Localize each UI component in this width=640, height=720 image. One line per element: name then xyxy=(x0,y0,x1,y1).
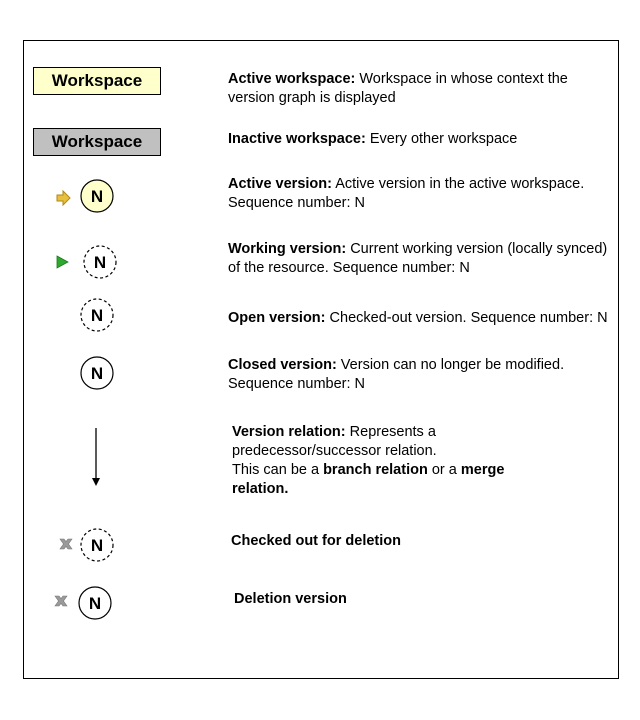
working-version-description xyxy=(228,240,613,278)
working-version-text: Current working version (locally synced) of the resource. Sequence number: N xyxy=(228,241,608,276)
inactive-workspace-term: Inactive workspace: xyxy=(228,131,366,147)
open-version-text: Checked-out version. Sequence number: N xyxy=(325,310,608,326)
version-relation-arrow-icon xyxy=(88,428,104,490)
deletion-version-term: Deletion version xyxy=(234,591,347,607)
checked-out-deletion-marker-icon xyxy=(60,539,72,549)
version-relation-description xyxy=(232,423,552,499)
version-relation-term: Version relation: xyxy=(232,424,346,440)
checked-out-deletion-label: N xyxy=(90,536,104,555)
closed-version-label: N xyxy=(90,364,104,383)
open-version-label: N xyxy=(90,306,104,325)
closed-version-term: Closed version: xyxy=(228,357,337,373)
inactive-workspace-description xyxy=(228,130,608,149)
deletion-version-marker-icon xyxy=(55,596,67,606)
open-version-description xyxy=(228,309,608,328)
deletion-version-description xyxy=(234,590,584,609)
deletion-version-symbol xyxy=(51,586,115,622)
closed-version-text: Version can no longer be modified. Sequence number: N xyxy=(228,357,565,392)
open-version-term: Open version: xyxy=(228,310,326,326)
version-relation-line2-prefix: This can be a xyxy=(232,462,324,478)
active-workspace-box: Workspace xyxy=(33,67,161,95)
working-version-term: Working version: xyxy=(228,241,347,257)
deletion-version-label: N xyxy=(88,594,102,613)
merge-relation-term: merge relation. xyxy=(232,462,505,497)
active-version-text: Active version in the active workspace. Sequence number: N xyxy=(228,176,585,211)
checked-out-deletion-term: Checked out for deletion xyxy=(231,533,401,549)
closed-version-description xyxy=(228,356,613,394)
working-version-label: N xyxy=(93,253,107,272)
branch-relation-term: branch relation xyxy=(323,462,428,478)
version-relation-line2-middle: or a xyxy=(427,462,461,478)
inactive-workspace-text: Every other workspace xyxy=(365,131,518,147)
active-workspace-description xyxy=(228,70,608,108)
checked-out-deletion-symbol xyxy=(56,528,120,564)
inactive-workspace-box: Workspace xyxy=(33,128,161,156)
version-relation-text: Represents a predecessor/successor relation. xyxy=(232,424,437,459)
active-version-term: Active version: xyxy=(228,176,332,192)
active-version-label: N xyxy=(90,187,104,206)
active-workspace-text: Workspace in whose context the version graph is displayed xyxy=(228,71,568,106)
active-version-description xyxy=(228,175,608,213)
closed-version-symbol xyxy=(80,356,116,392)
active-version-arrow-icon xyxy=(57,191,70,205)
working-version-symbol xyxy=(50,244,125,284)
checked-out-deletion-description xyxy=(231,532,581,551)
active-version-symbol xyxy=(50,178,120,218)
open-version-symbol xyxy=(80,298,116,334)
working-version-marker-icon xyxy=(57,256,68,268)
active-workspace-term: Active workspace: xyxy=(228,71,356,87)
